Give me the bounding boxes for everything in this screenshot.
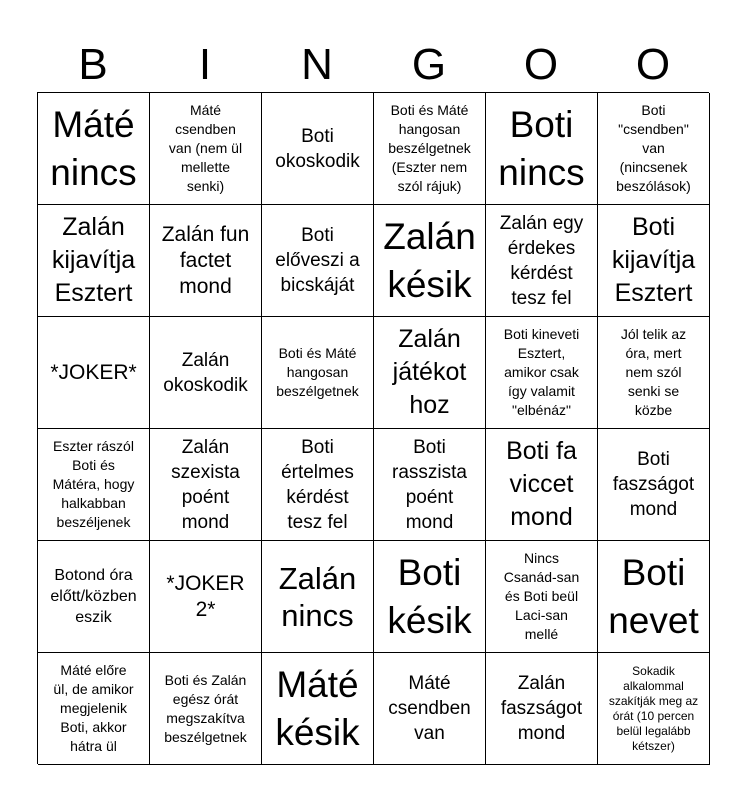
bingo-cell[interactable] (486, 541, 598, 653)
cell-text: Boti és Máté hangosan beszélgetnek (276, 345, 359, 399)
cell-text: Botond óra előtt/közben eszik (50, 567, 137, 626)
bingo-cell[interactable] (262, 429, 374, 541)
cell-text: Máté nincs (50, 103, 137, 193)
bingo-board (37, 92, 709, 764)
cell-text: Boti "csendben" van (nincsenek beszólások) (616, 102, 691, 194)
bingo-cell[interactable] (598, 317, 710, 429)
cell-text: Boti értelmes kérdést tesz fel (281, 436, 354, 533)
cell-text: Boti nincs (498, 103, 585, 193)
cell-text: Boti nevet (608, 551, 699, 641)
cell-text: Boti kijavítja Esztert (611, 213, 696, 307)
cell-text: Nincs Csanád-san és Boti beül Laci-san mellé (503, 550, 580, 642)
cell-text: Zalán kijavítja Esztert (51, 213, 136, 307)
cell-text: Sokadik alkalommal szakítják meg az órát (10 percen belül legalább kétszer) (608, 663, 699, 753)
bingo-cell[interactable] (38, 205, 150, 317)
bingo-cell[interactable] (38, 541, 150, 653)
cell-text: Zalán nincs (278, 560, 357, 633)
cell-text: Zalán fun factet mond (161, 222, 250, 298)
bingo-cell[interactable] (598, 653, 710, 765)
cell-text: Boti fa viccet mond (506, 437, 577, 531)
bingo-cell[interactable] (150, 541, 262, 653)
cell-text: Boti rasszista poént mond (392, 436, 467, 533)
header-letter: I (198, 40, 212, 89)
bingo-cell[interactable] (150, 653, 262, 765)
bingo-cell[interactable] (262, 205, 374, 317)
cell-text: *JOKER* (50, 360, 137, 384)
header-letter: B (78, 40, 108, 89)
bingo-cell[interactable] (150, 429, 262, 541)
bingo-cell[interactable] (38, 429, 150, 541)
header-letter: N (301, 40, 333, 89)
header-letter: O (523, 40, 559, 89)
bingo-cell[interactable] (38, 317, 150, 429)
bingo-cell[interactable] (38, 653, 150, 765)
bingo-cell[interactable] (150, 317, 262, 429)
cell-text: Máté csendben van (388, 673, 471, 744)
bingo-cell[interactable] (374, 317, 486, 429)
cell-text: Boti kineveti Esztert, amikor csak így valamit "elbénáz" (503, 326, 580, 418)
bingo-cell[interactable] (374, 429, 486, 541)
cell-text: Zalán késik (383, 215, 476, 305)
cell-text: Máté előre ül, de amikor megjelenik Boti, akkor hátra ül (53, 662, 134, 754)
cell-text: Zalán játékot hoz (392, 325, 467, 419)
cell-text: Boti előveszi a bicskáját (275, 225, 360, 296)
header-letter: O (635, 40, 671, 89)
cell-text: Boti és Máté hangosan beszélgetnek (Eszter nem szól rájuk) (388, 102, 471, 194)
bingo-cell[interactable] (374, 541, 486, 653)
cell-text: Eszter rászól Boti és Mátéra, hogy halkabban beszéljenek (52, 438, 135, 530)
cell-text: Máté csendben van (nem ül mellette senki) (168, 102, 243, 194)
bingo-cell[interactable] (150, 205, 262, 317)
bingo-cell[interactable] (374, 93, 486, 205)
bingo-cell[interactable] (598, 205, 710, 317)
cell-text: Boti késik (387, 551, 472, 641)
header-letter: G (411, 40, 447, 89)
bingo-cell[interactable] (150, 93, 262, 205)
bingo-header (37, 38, 709, 92)
bingo-cell[interactable] (486, 653, 598, 765)
cell-text: Máté késik (275, 663, 360, 753)
bingo-cell[interactable] (38, 93, 150, 205)
bingo-cell[interactable] (598, 541, 710, 653)
bingo-cell[interactable] (486, 93, 598, 205)
bingo-cell[interactable] (374, 653, 486, 765)
cell-text: Boti és Zalán egész órát megszakítva beszélgetnek (164, 671, 247, 745)
bingo-cell[interactable] (598, 93, 710, 205)
cell-text: *JOKER 2* (166, 571, 245, 621)
bingo-cell[interactable] (262, 653, 374, 765)
cell-text: Zalán szexista poént mond (171, 436, 240, 533)
bingo-cell[interactable] (262, 541, 374, 653)
bingo-cell[interactable] (486, 317, 598, 429)
bingo-cell[interactable] (374, 205, 486, 317)
bingo-cell[interactable] (486, 429, 598, 541)
bingo-cell[interactable] (262, 93, 374, 205)
cell-text: Zalán egy érdekes kérdést tesz fel (499, 212, 584, 309)
cell-text: Jól telik az óra, mert nem szól senki se közbe (620, 326, 687, 418)
bingo-cell[interactable] (262, 317, 374, 429)
bingo-cell[interactable] (486, 205, 598, 317)
cell-text: Zalán okoskodik (163, 349, 248, 396)
cell-text: Boti faszságot mond (612, 449, 695, 520)
cell-text: Zalán faszságot mond (500, 673, 583, 744)
cell-text: Boti okoskodik (275, 125, 360, 172)
bingo-cell[interactable] (598, 429, 710, 541)
